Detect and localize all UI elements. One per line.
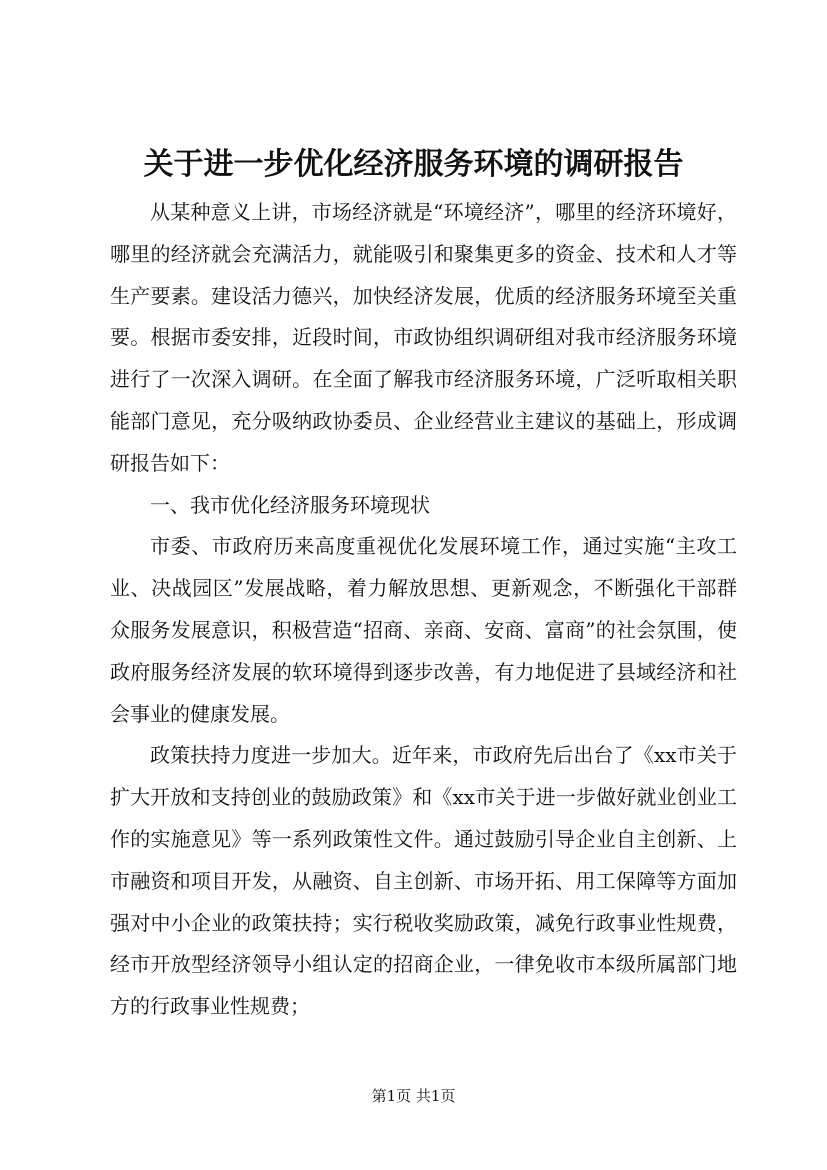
document-title: 关于进一步优化经济服务环境的调研报告 [143,147,684,182]
paragraph-policy: 政策扶持力度进一步加大。近年来，市政府先后出台了《xx市关于扩大开放和支持创业的鼓励政策》和《xx市关于进一步做好就业创业工作的实施意见》等一系列政策性文件。通过鼓励引导企业自主创新、上市融资和项目开发，从融资、自主创新、市场开拓、用工保障等方面加强对中小企业的政策扶持；实行税收奖励政策，减免行政事业性规费，经市开放型经济领导小组认定的招商企业，一律免收市本级所属部门地方的行政事业性规费； [110,743,737,1019]
paragraph-intro: 从某种意义上讲，市场经济就是“环境经济”，哪里的经济环境好，哪里的经济就会充满活力，就能吸引和聚集更多的资金、技术和人才等生产要素。建设活力德兴，加快经济发展，优质的经济服务环境至关重要。根据市委安排，近段时间，市政协组织调研组对我市经济服务环境进行了一次深入调研。在全面了解我市经济服务环境，广泛听取相关职能部门意见，充分吸纳政协委员、企业经营业主建议的基础上，形成调研报告如下： [110,200,737,475]
document-body [110,192,737,1028]
page-footer: 第1页 共1页 [371,1087,456,1105]
section-heading: 一、我市优化经济服务环境现状 [150,492,430,517]
paragraph-status: 市委、市政府历来高度重视优化发展环境工作，通过实施“主攻工业、决战园区”发展战略，着力解放思想、更新观念，不断强化干部群众服务发展意识，积极营造“招商、亲商、安商、富商”的社会氛围，使政府服务经济发展的软环境得到逐步改善，有力地促进了县域经济和社会事业的健康发展。 [110,534,737,726]
